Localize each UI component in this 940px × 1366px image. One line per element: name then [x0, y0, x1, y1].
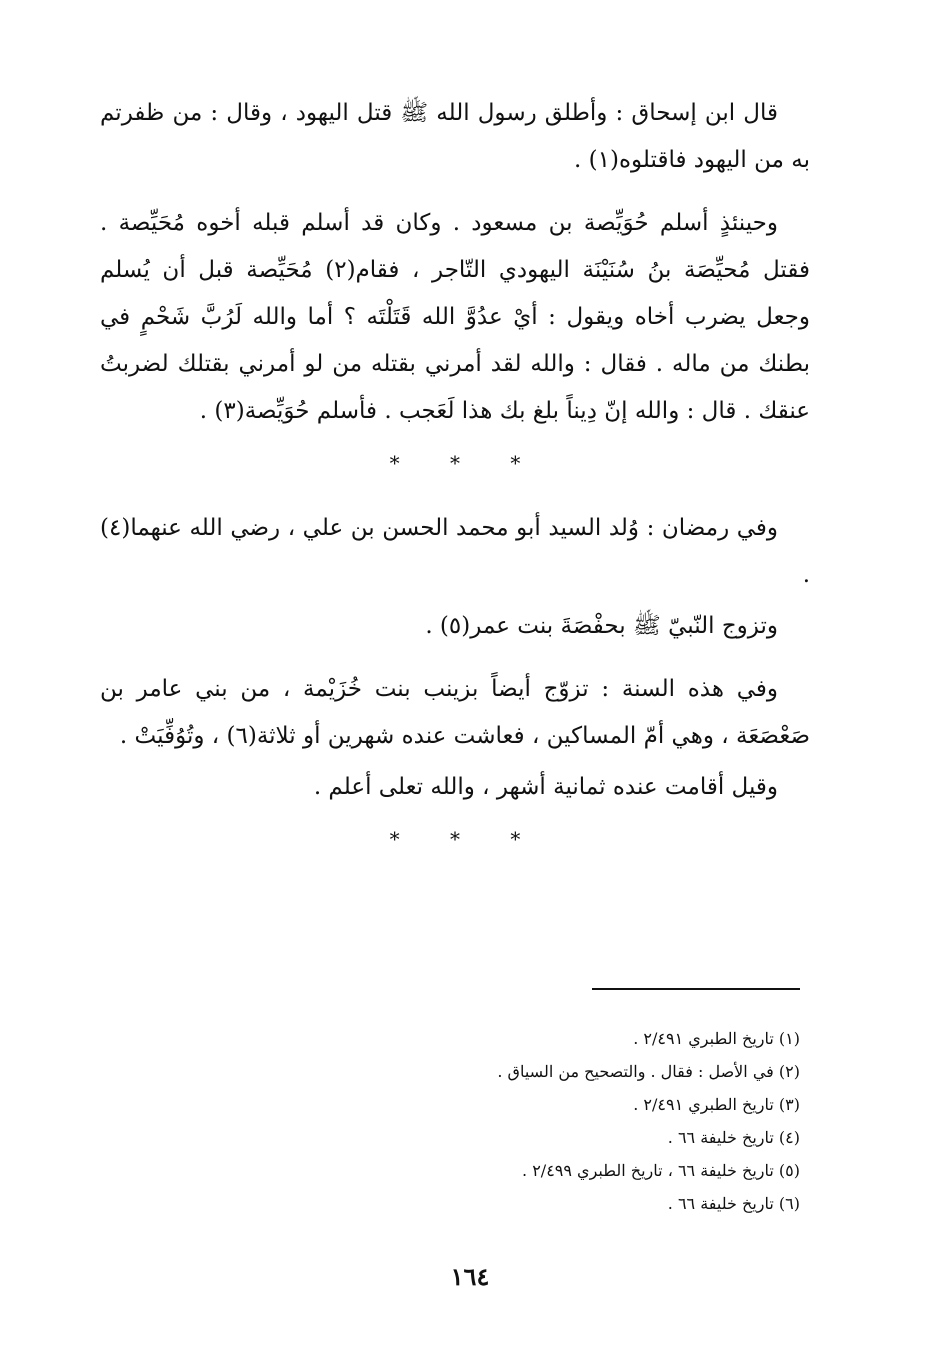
paragraph-hafsa: وتزوج النّبيّ ﷺ بحفْصَةَ بنت عمر(٥) . [425, 613, 778, 639]
footnote-5: (٥) تاريخ خليفة ٦٦ ، تاريخ الطبري ٢/٤٩٩ . [522, 1161, 800, 1180]
footnote-divider [592, 988, 800, 990]
section-separator: * * * [389, 827, 543, 851]
footnote-2: (٢) في الأصل : فقال . والتصحيح من السياق . [497, 1062, 800, 1081]
paragraph-ibn-ishaq: قال ابن إسحاق : وأطلق رسول الله ﷺ قتل اليهود ، وقال : من ظفرتم به من اليهود فاقتلوه(١) . [100, 100, 810, 173]
footnote-3: (٣) تاريخ الطبري ٢/٤٩١ . [633, 1095, 800, 1114]
paragraph-zaynab: وفي هذه السنة : تزوّج أيضاً بزينب بنت خُزَيْمة ، من بني عامر بن صَعْصَعَة ، وهي أمّ المساكين ، فعاشت عنده شهرين أو ثلاثة(٦) ، وتُوُفِّيَتْ . [100, 676, 810, 749]
main-text [100, 90, 810, 881]
footnote-4: (٤) تاريخ خليفة ٦٦ . [667, 1128, 800, 1147]
paragraph-ramadan: وفي رمضان : وُلد السيد أبو محمد الحسن بن علي ، رضي الله عنهما(٤) . [100, 515, 810, 588]
footnote-6: (٦) تاريخ خليفة ٦٦ . [667, 1194, 800, 1213]
section-separator: * * * [389, 451, 543, 475]
page-number: ١٦٤ [450, 1262, 490, 1291]
footnote-1: (١) تاريخ الطبري ٢/٤٩١ . [633, 1029, 800, 1048]
paragraph-eight-months: وقيل أقامت عنده ثمانية أشهر ، والله تعلى أعلم . [313, 774, 778, 800]
paragraph-huwayyisa: وحينئذٍ أسلم حُوَيِّصة بن مسعود . وكان قد أسلم قبله أخوه مُحَيِّصة . فقتل مُحيِّصَة بنُ سُنَيْنَة اليهودي التّاجر ، فقام(٢) مُحَيِّصة قبل أن يُسلم وجعل يضرب أخاه ويقول : أيْ عدُوَّ الله قَتَلْتَه ؟ أما والله لَرُبَّ شَحْمٍ في بطنك من ماله . فقال : والله لقد أمرني بقتله من لو أمرني بقتلك لضربتُ عنقك . قال : والله إنّ دِيناً بلغ بك هذا لَعَجب . فأسلم حُوَيِّصة(٣) . [100, 210, 810, 424]
footnotes [140, 1022, 800, 1220]
